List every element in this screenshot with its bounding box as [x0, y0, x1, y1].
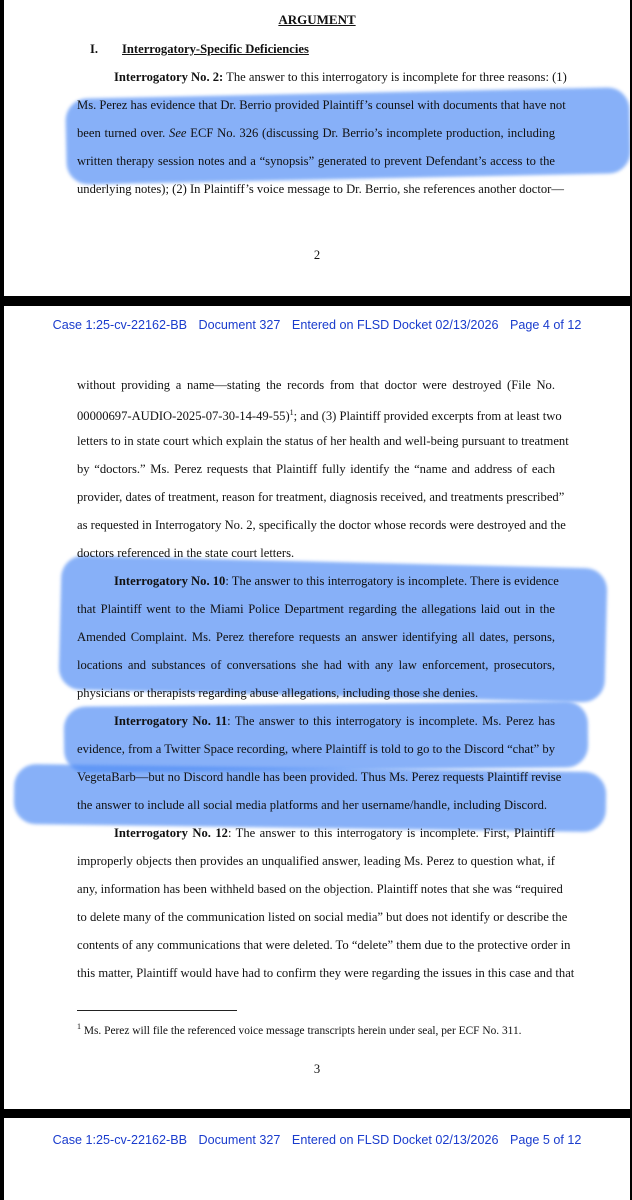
interrogatory-label: Interrogatory No. 10	[114, 574, 226, 588]
paragraph-line: Amended Complaint. Ms. Perez therefore requests an answer identifying all dates, persons,	[77, 630, 555, 644]
interrogatory-label: Interrogatory No. 2:	[114, 70, 224, 84]
paragraph-line: Interrogatory No. 2: The answer to this interrogatory is incomplete for three reasons: (1)	[114, 70, 567, 84]
footnote-divider	[77, 1010, 237, 1011]
paragraph-line: underlying notes); (2) In Plaintiff’s voice message to Dr. Berrio, she references another doctor—	[77, 182, 564, 196]
subsection-number: I.	[90, 42, 99, 56]
ecf-header	[4, 1133, 630, 1147]
paragraph-line: evidence, from a Twitter Space recording, where Plaintiff is told to go to the Discord “chat” by	[77, 742, 555, 756]
paragraph-line: written therapy session notes and a “synopsis” generated to prevent Defendant’s access to the	[77, 154, 555, 168]
docket-entry: Entered on FLSD Docket 02/13/2026	[291, 1133, 499, 1147]
paragraph-line: letters to in state court which explain the status of her health and well-being pursuant to treatment	[77, 434, 569, 448]
paragraph-line: the answer to include all social media platforms and her username/handle, including Discord.	[77, 798, 548, 812]
case-number: Case 1:25-cv-22162-BB	[52, 318, 187, 332]
page-count: Page 4 of 12	[509, 318, 582, 332]
paragraph-line: without providing a name—stating the records from that doctor were destroyed (File No.	[77, 378, 555, 392]
paragraph-line: been turned over. See ECF No. 326 (discussing Dr. Berrio’s incomplete production, including	[77, 126, 555, 140]
paragraph-line: this matter, Plaintiff would have had to confirm they were regarding the issues in this case and that	[77, 966, 575, 980]
page-number: 3	[313, 1062, 321, 1076]
page-number: 2	[313, 248, 321, 262]
footnote-marker: 1	[289, 408, 294, 417]
paragraph-line: physicians or therapists regarding abuse allegations, including those she denies.	[77, 686, 479, 700]
paragraph-line: by “doctors.” Ms. Perez requests that Plaintiff fully identify the “name and address of each	[77, 462, 555, 476]
paragraph-line: Ms. Perez has evidence that Dr. Berrio provided Plaintiff’s counsel with documents that have not	[77, 98, 566, 112]
ecf-header	[4, 318, 630, 332]
case-number: Case 1:25-cv-22162-BB	[52, 1133, 187, 1147]
paragraph-line: provider, dates of treatment, reason for treatment, diagnosis received, and treatments prescribed”	[77, 490, 565, 504]
subsection-heading	[90, 42, 309, 57]
docket-entry: Entered on FLSD Docket 02/13/2026	[291, 318, 499, 332]
paragraph-line: contents of any communications that were deleted. To “delete” them due to the protective order in	[77, 938, 571, 952]
paragraph-line: 00000697-AUDIO-2025-07-30-14-49-55)$^1$; and (3) Plaintiff provided excerpts from at least two	[77, 408, 562, 424]
paragraph-line: to delete many of the communication listed on social media” but does not identify or describe the	[77, 910, 568, 924]
paragraph-line: VegetaBarb—but no Discord handle has been provided. Thus Ms. Perez requests Plaintiff revise	[77, 770, 562, 784]
interrogatory-label: Interrogatory No. 12	[114, 826, 228, 840]
footnote-text: Ms. Perez will file the referenced voice message transcripts herein under seal, per ECF No. 311.	[81, 1024, 522, 1037]
paragraph-line: locations and substances of conversations she had with any law enforcement, prosecutors,	[77, 658, 555, 672]
paragraph-line: any, information has been withheld based on the objection. Plaintiff notes that she was “required	[77, 882, 563, 896]
paragraph-line: Interrogatory No. 12: The answer to this interrogatory is incomplete. First, Plaintiff	[114, 826, 555, 840]
paragraph-line: Interrogatory No. 10: The answer to this interrogatory is incomplete. There is evidence	[114, 574, 559, 588]
document-page-4	[4, 306, 630, 1109]
section-heading: ARGUMENT	[278, 12, 356, 27]
document-number: Document 327	[198, 318, 281, 332]
paragraph-line: that Plaintiff went to the Miami Police Department regarding the allegations laid out in the	[77, 602, 555, 616]
page-count: Page 5 of 12	[509, 1133, 582, 1147]
footnote	[77, 1022, 522, 1037]
footnote-number: 1	[77, 1022, 81, 1031]
document-number: Document 327	[198, 1133, 281, 1147]
paragraph-line: improperly objects then provides an unqualified answer, leading Ms. Perez to question what, if	[77, 854, 555, 868]
document-page-2	[4, 0, 630, 296]
subsection-title: Interrogatory-Specific Deficiencies	[122, 42, 309, 56]
interrogatory-label: Interrogatory No. 11	[114, 714, 228, 728]
paragraph-line: doctors referenced in the state court letters.	[77, 546, 295, 560]
paragraph-line: Interrogatory No. 11: The answer to this interrogatory is incomplete. Ms. Perez has	[114, 714, 555, 728]
paragraph-line: as requested in Interrogatory No. 2, specifically the doctor whose records were destroyed and the	[77, 518, 566, 532]
document-page-5	[4, 1118, 630, 1200]
